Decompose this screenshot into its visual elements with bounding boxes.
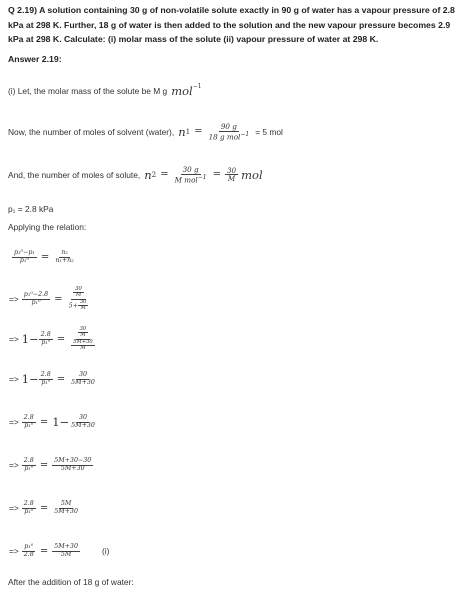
equation-1: => $\frac{\text{p₁⁰−2.8}}{\text{p₁⁰}}$ = $\frac{30}{M}$ 5+ $\frac{30}{M}$ [9,286,87,312]
step3-var: n [144,167,152,182]
step2-sub: 1 [185,127,191,137]
step2-var: n [178,124,186,139]
equation-2: => 1− $\frac{2.8}{\text{p₁⁰}}$ = $\frac{\frac{30}{M}}{\frac{5M+30}{M}}$ [9,326,93,352]
step2-den-exp: −1 [240,130,250,138]
step3-den2: M [227,174,236,184]
relation-lhs: $\frac{\text{p₁⁰−p₁}}{\text{p₁⁰}}$ [14,249,35,264]
equation-7-tag: (i) [101,546,110,557]
step2-fraction [207,123,252,141]
step-molar-mass-assumption [8,84,202,98]
step3-num2: 30 [226,165,237,175]
equation-3: => 1− $\frac{2.8}{\text{p₁⁰}}$ = $\frac{30}{5M+30}$ [9,371,95,387]
equation-4: => $\frac{2.8}{\text{p₁⁰}}$ = 1− $\frac{30}{5M+30}$ [9,414,95,430]
step-moles-solvent: Now, the number of moles of solvent (water), n 1 = $\frac{90 g}{18 g mol^{-1}}$ = 5 mol [8,122,283,141]
step3-den: M mol [174,174,198,184]
step3-den-exp: −1 [197,173,207,181]
step1-exp: −1 [192,82,202,90]
step2-result: = 5 mol [255,126,283,137]
step3-fraction2 [225,167,238,183]
p1-value: p₁ = 2.8 kPa [8,204,54,214]
after-addition-text: After the addition of 18 g of water: [8,577,134,587]
step1-text: (i) Let, the molar mass of the solute be M g [8,86,168,96]
step2-text: Now, the number of moles of solvent (water), [8,126,175,137]
applying-text: Applying the relation: [8,222,87,232]
step3-num: 30 g [182,165,199,174]
equation-6: => $\frac{2.8}{\text{p₁⁰}}$ = $\frac{5M}{5M+30}$ [9,500,78,515]
step3-text: And, the number of moles of solute, [8,169,141,180]
step3-unit: mol [241,167,263,182]
relation-rhs: $\frac{\text{n₂}}{\text{n₁+n₂}}$ [55,249,74,264]
step2-den: 18 g mol [208,131,241,141]
step-moles-solute: And, the number of moles of solute, n 2 = $\frac{30 g}{M mol^{-1}}$ = $\frac{30}{M}$ mol [8,165,263,184]
question-text: Q 2.19) A solution containing 30 g of non-volatile solute exactly in 90 g of water has a vapour pressure of 2.8 kPa at 298 K. Further, 18 g of water is then added to the solution and the new vapour pressure becomes 2.9 kPa at 298 K. Calculate: (i) molar mass of the solute (ii) vapour pressure of water at 298 K. [8,5,455,44]
step3-fraction [173,166,209,184]
relation-equation: $\frac{\text{p₁⁰−p₁}}{\text{p₁⁰}}$ = $\frac{\text{n₂}}{\text{n₁+n₂}}$ [14,249,74,264]
equation-5: => $\frac{2.8}{\text{p₁⁰}}$ = $\frac{5M+30-30}{5M+30}$ [9,457,92,472]
step2-num: 90 g [220,122,237,131]
step3-sub: 2 [151,170,157,180]
step1-unit: mol [171,84,193,98]
answer-heading: Answer 2.19: [8,54,62,64]
equation-7: => $\frac{\text{p₁⁰}}{2.8}$ = $\frac{5M+30}{5M}$ (i) [9,543,110,558]
